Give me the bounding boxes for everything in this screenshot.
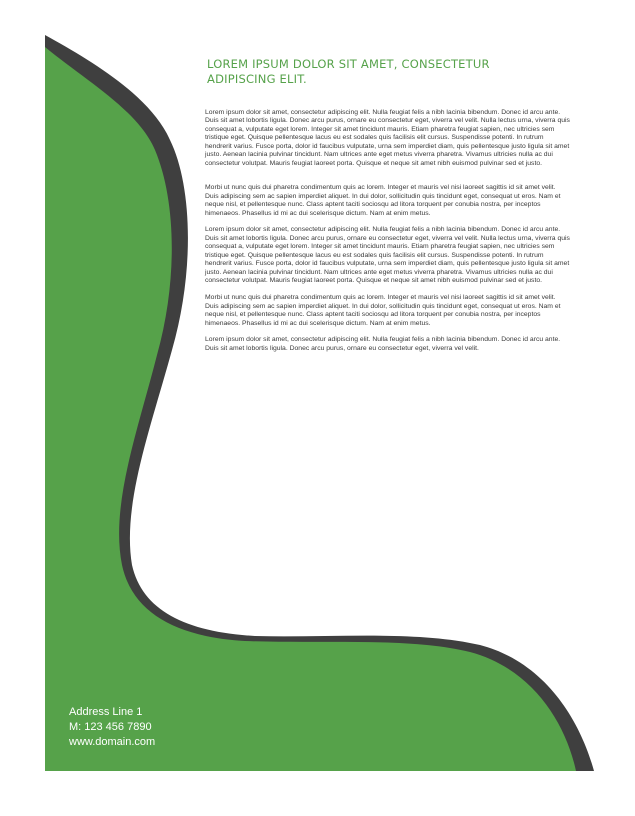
heading-line-2: ADIPISCING ELIT. bbox=[207, 72, 307, 86]
heading-line-1: LOREM IPSUM DOLOR SIT AMET, CONSECTETUR bbox=[207, 57, 490, 71]
website-url: www.domain.com bbox=[69, 736, 156, 748]
address-line: Address Line 1 bbox=[69, 706, 143, 718]
phone-number: M: 123 456 7890 bbox=[69, 721, 152, 733]
letter-body bbox=[205, 109, 571, 362]
footer-contact-block bbox=[69, 705, 155, 750]
page-heading bbox=[207, 57, 507, 87]
body-paragraph-4: Morbi ut nunc quis dui pharetra condimentum quis ac lorem. Integer et mauris vel nisi laoreet sagittis id sit amet velit. Duis adipiscing sem ac sapien imperdiet aliquet. In dui dolor, sollicitudin quis tincidunt eget, consequat ut eros. Nam et neque nisl, et pellentesque nunc. Class aptent taciti sociosqu ad litora torquent per conubia nostra, per inceptos himenaeos. Phasellus id mi ac dui scelerisque dictum. Nam at enim metus. bbox=[205, 294, 561, 327]
body-paragraph-2: Morbi ut nunc quis dui pharetra condimentum quis ac lorem. Integer et mauris vel nisi laoreet sagittis id sit amet velit. Duis adipiscing sem ac sapien imperdiet aliquet. In dui dolor, sollicitudin quis tincidunt eget, consequat ut eros. Nam et neque nisl, et pellentesque nunc. Class aptent taciti sociosqu ad litora torquent per conubia nostra, per inceptos himenaeos. Phasellus id mi ac dui scelerisque dictum. Nam at enim metus. bbox=[205, 184, 561, 217]
body-paragraph-3: Lorem ipsum dolor sit amet, consectetur adipiscing elit. Nulla feugiat felis a nibh lacinia bibendum. Donec id arcu ante. Duis sit amet lobortis ligula. Donec arcu purus, ornare eu consectetur eget, viverra vel velit. Nulla lectus urna, viverra quis consequat a, vulputate eget lorem. Integer sit amet tincidunt mauris. Etiam pharetra feugiat sapien, nec ultricies sem tristique eget. Quisque pellentesque lacus eu est sodales quis facilisis elit cursus. Suspendisse potenti. In rutrum hendrerit varius. Fusce porta, dolor id faucibus vulputate, urna sem imperdiet diam, quis pellentesque justo ligula sit amet justo. Aenean lacinia pulvinar tincidunt. Nam ultrices ante eget metus viverra pharetra. Vivamus ultricies nulla ac dui consectetur volutpat. Mauris feugiat laoreet porta. Quisque et neque sit amet nibh euismod pulvinar sed et justo. bbox=[205, 226, 570, 285]
body-paragraph-1: Lorem ipsum dolor sit amet, consectetur adipiscing elit. Nulla feugiat felis a nibh lacinia bibendum. Donec id arcu ante. Duis sit amet lobortis ligula. Donec arcu purus, ornare eu consectetur eget, viverra vel velit. Nulla lectus urna, viverra quis consequat a, vulputate eget lorem. Integer sit amet tincidunt mauris. Etiam pharetra feugiat sapien, nec ultricies sem tristique eget. Quisque pellentesque lacus eu est sodales quis facilisis elit cursus. Suspendisse potenti. In rutrum hendrerit varius. Fusce porta, dolor id faucibus vulputate, urna sem imperdiet diam, quis pellentesque justo ligula sit amet justo. Aenean lacinia pulvinar tincidunt. Nam ultrices ante eget metus viverra pharetra. Vivamus ultricies nulla ac dui consectetur volutpat. Mauris feugiat laoreet porta. Quisque et neque sit amet nibh euismod pulvinar sed et justo. bbox=[205, 109, 570, 167]
body-paragraph-5: Lorem ipsum dolor sit amet, consectetur adipiscing elit. Nulla feugiat felis a nibh lacinia bibendum. Donec id arcu ante. Duis sit amet lobortis ligula. Donec arcu purus, ornare eu consectetur eget, viverra vel velit. bbox=[205, 336, 561, 352]
